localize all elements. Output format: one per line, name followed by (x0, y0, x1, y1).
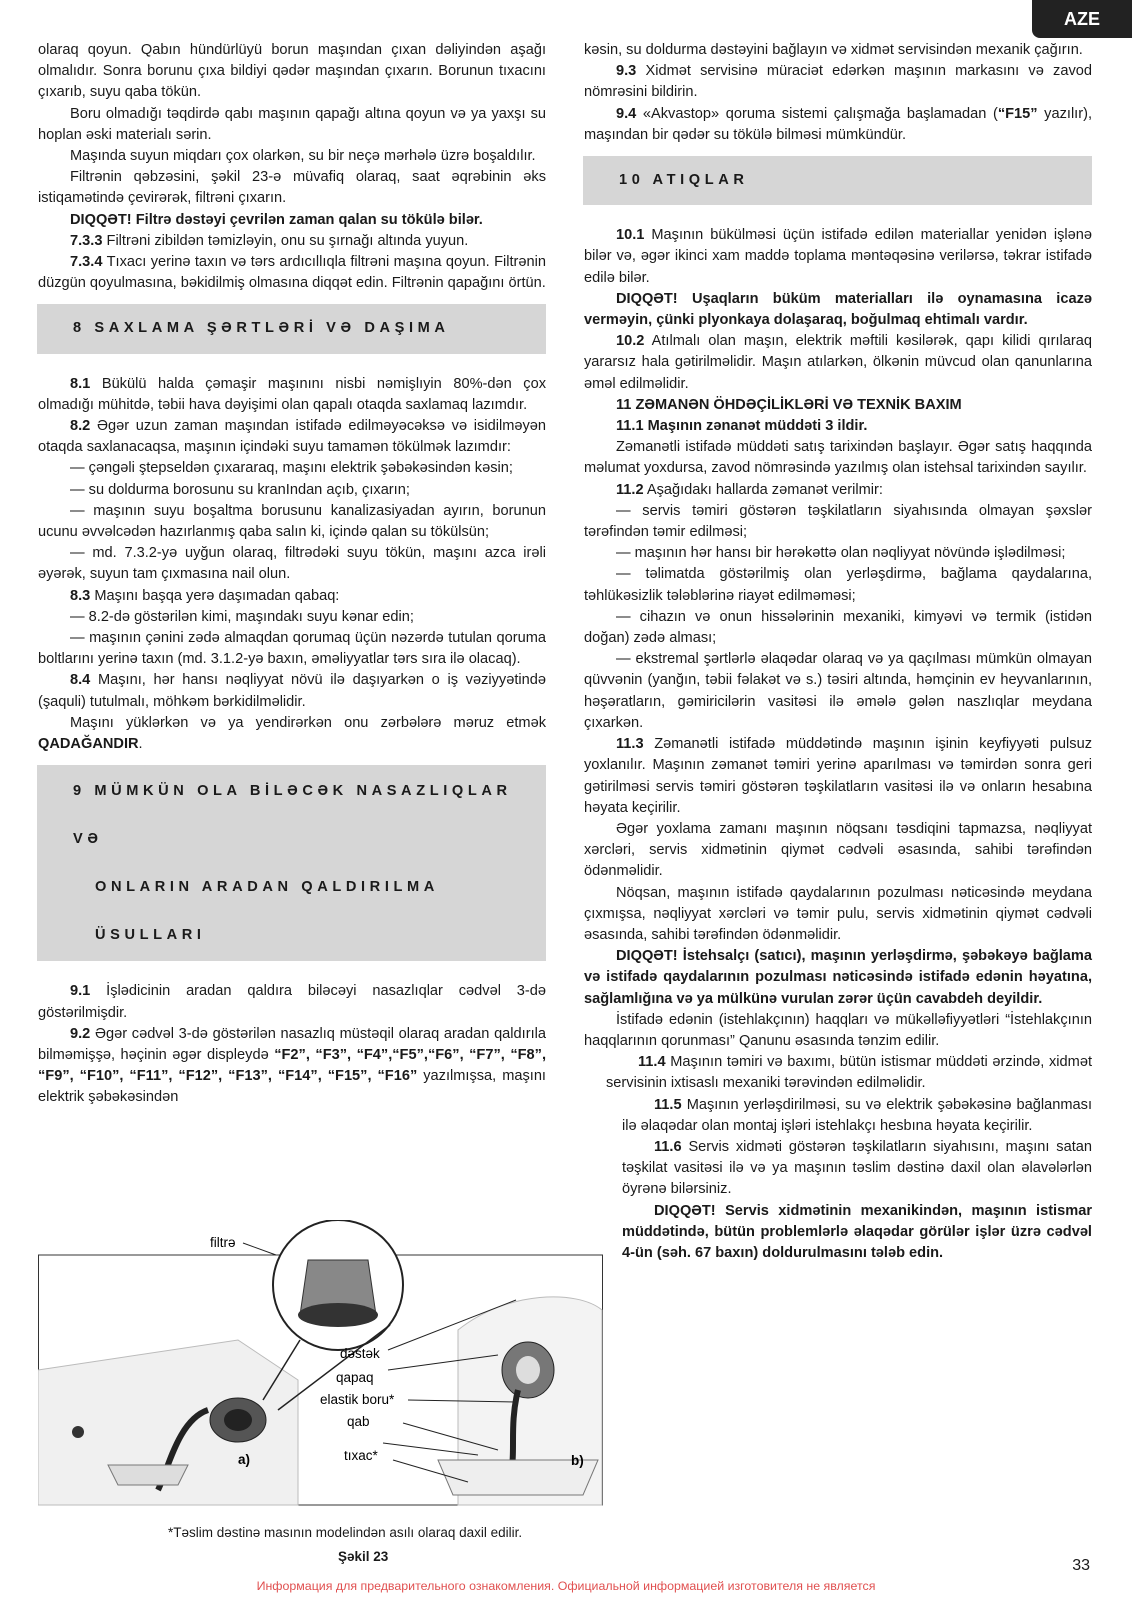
footer-disclaimer: Информация для предварительного ознакомления. Официальной информацией изготовителя не является (256, 1579, 876, 1593)
paragraph-text: İşlədicinin aradan qaldıra biləcəyi nasazlıqlar cədvəl 3-də göstərilmişdir. (38, 983, 546, 1021)
paragraph (584, 1052, 1092, 1094)
heading-line: ONLARIN ARADAN QALDIRILMA ÜSULLARI (95, 879, 439, 944)
paragraph: Filtrənin qəbzəsini, şəkil 23-ə müvafiq olaraq, saat əqrəbinin əks istiqamətində çevirərək, filtrəni çıxarın. (38, 169, 546, 207)
list-item: — cihazın və onun hissələrinin mexaniki, kimyəvi və termik (istidən doğan) zədə alması; (584, 608, 1092, 647)
plug-a (72, 1426, 84, 1438)
paragraph-text: Maşını, hər hansı nəqliyyat növü ilə daşıyarkən o iş vəziyyətində (şaquli) tutulmalı, möhkəm bərkidilməlidir. (38, 672, 546, 710)
paragraph-text: Maşının bükülməsi üçün istifadə edilən materiallar yenidən işlənə bilər və, əgər ikinci xam maddə toplama məntəqəsinə verilərsə, təkrar istifadə edilə bilər. (584, 227, 1092, 286)
section-heading-8: 8 SAXLAMA ŞƏRTLƏRİ VƏ DAŞIMA (37, 304, 546, 353)
paragraph (584, 104, 1092, 146)
paragraph-text: Maşını yüklərkən və ya yendirərkən onu zərbələrə məruz etmək (70, 714, 546, 731)
label-hose: elastik boru* (320, 1392, 395, 1407)
leader-line (243, 1243, 276, 1255)
paragraph: Maşında suyun miqdarı çox olarkən, su bir neçə mərhələ üzrə boşaldılır. (70, 148, 536, 165)
section-number: 8.1 (70, 375, 91, 392)
warning-text: DIQQƏT! Servis xidmətinin mexanikindən, maşının istismar müddətində, bütün problemlərlə əlaqədar görülər işlər üzrə cədvəl 4-ün (səh. 67 baxın) doldurulmasını tələb edin. (622, 1202, 1092, 1261)
warning-text: DIQQƏT! Uşaqların büküm materialları ilə oynamasına icazə verməyin, çünki plyonkaya dolaşaraq, boğulmaq ehtimalı vardır. (584, 290, 1092, 329)
paragraph-text: yazılır), maşından bir qədər su tökülə bilməsi mümkündür. (584, 105, 1093, 143)
label-plug: tıxac* (344, 1448, 378, 1463)
section-number: 9.1 (70, 983, 91, 1000)
heading-line: 9 MÜMKÜN OLA BİLƏCƏK NASAZLIQLAR VƏ (73, 783, 512, 848)
section-heading-9 (37, 765, 546, 961)
paragraph-text: Bükülü halda çəmaşir maşınını nisbi nəmişlıyin 80%-dən çox olmadığı mühitdə, təbii hava dəyişimi olan qapalı otaqda saxlamaq lazımdır. (38, 375, 546, 413)
paragraph (584, 1095, 1092, 1137)
paragraph-text: Filtrəni zibildən təmizləyin, onu su şırnağı altında yuyun. (102, 232, 469, 249)
section-number: 9.4 (616, 105, 637, 122)
warning-text: DIQQƏT! Filtrə dəstəyi çevrilən zaman qalan su tökülə bilər. (70, 211, 483, 228)
figure-23 (38, 1220, 614, 1506)
label-cover: qapaq (336, 1370, 374, 1385)
paragraph (38, 231, 546, 252)
warning-text: DIQQƏT! İstehsalçı (satıcı), maşının yerləşdirmə, şəbəkəyə bağlama və istifadə qaydalarının pozulması nəticəsində istifadə edənin həyatına, sağlamlığına və ya mülkünə vurulan zərər üçün cavabdeh deyildir. (584, 948, 1092, 1007)
paragraph (38, 252, 546, 294)
label-b: b) (571, 1453, 584, 1468)
prohibited-word: QADAĞANDIR (38, 736, 139, 753)
section-number: 8.3 (70, 587, 91, 604)
paragraph-text: Əgər cədvəl 3-də göstərilən nasazlıq müstəqil olaraq aradan qaldırıla bilməmişşə, həçinin əgər displeydə (38, 1025, 546, 1063)
error-codes: “F2”, “F3”, “F4”,“F5”,“F6”, “F7”, “F8”, “F9”, “F10”, “F11”, “F12”, “F13”, “F14”, “F15”, “F16” (38, 1046, 546, 1085)
paragraph-text: «Akvastop» qoruma sistemi çalışmağa başlamadan ( (636, 105, 998, 122)
section-number: 9.3 (616, 63, 637, 80)
section-heading-10: 10 ATIQLAR (583, 156, 1092, 205)
filter-core-b (516, 1356, 540, 1384)
paragraph: kəsin, su doldurma dəstəyini bağlayın və xidmət servisindən mexanik çağırın. (584, 42, 1083, 58)
paragraph-text: Maşını başqa yerə daşımadan qabaq: (90, 587, 340, 604)
left-column (38, 40, 546, 1109)
paragraph (38, 416, 546, 458)
paragraph-text: Tıxacı yerinə taxın və tərs ardıcıllıqla filtrəni maşına qoyun. Filtrənin düzgün qoyulmasına, bəkidilmiş olmasına diqqət edin. Filtrənin qapağını örtün. (38, 254, 546, 292)
section-number: 11.5 (654, 1096, 682, 1113)
section-number: 7.3.3 (70, 232, 103, 249)
paragraph (38, 670, 546, 712)
section-number: 11.2 (616, 481, 644, 498)
section-number: 8.4 (70, 672, 91, 689)
paragraph: Nöqsan, maşının istifadə qaydalarının pozulması nəticəsində meydana çıxmışsa, nəqliyyat xərcləri və təmir pulu, servis xidmətinin qiymət cədvəli əsasında, sahibi tərəfindən ödənməlidir. (584, 884, 1092, 943)
paragraph (584, 331, 1092, 395)
paragraph (38, 586, 546, 607)
page-number: 33 (1072, 1557, 1090, 1574)
paragraph (38, 1024, 546, 1109)
list-item: — md. 7.3.2-yə uyğun olaraq, filtrədəki suyu tökün, maşını azca irəli əyərək, suyun tam çıxmasına nail olun. (38, 545, 546, 583)
section-number: 9.2 (70, 1025, 91, 1042)
figure-caption-title: Şəkil 23 (338, 1549, 389, 1564)
paragraph: Maşını yüklərkən və ya yendirərkən onu zərbələrə məruz etmək QADAĞANDIR. (38, 714, 546, 753)
paragraph-text: Xidmət servisinə müraciət edərkən maşının markasını və zavod nömrəsini bildirin. (584, 63, 1092, 101)
language-tab: AZE (1032, 0, 1132, 38)
list-item: — servis təmiri göstərən təşkilatların siyahısında olmayan şəxslər tərəfindən təmir edilməsi; (584, 502, 1092, 541)
tray-a (108, 1465, 188, 1485)
section-number: 10.1 (616, 227, 645, 244)
paragraph-text: Əgər uzun zaman maşından istifadə edilməyəcəksə və isidilməyən otaqda saxlanacaqsa, maşının içindəki suyu tamamən tökülmək lazımdır: (38, 418, 546, 456)
paragraph: olaraq qoyun. Qabın hündürlüyü borun maşından çıxan dəliyindən aşağı olmalıdır. Sonra borunu çıxa bildiyi qədər maşından çıxarın. Borunun tıxacını çıxarıb, suyu qaba tökün. (38, 42, 546, 101)
warranty-period: 11.1 Maşının zənanət müddəti 3 ildir. (616, 418, 868, 435)
list-item: — ekstremal şərtlərlə əlaqədar olaraq və ya qaçılması mümkün olmayan qüvvənin (yanğın, təbii fəlakət və s.) təsiri altında, həmçinin ev heyvanlarının, həşəratların, gəmiricilərin vasitəsi ilə əmələ gələn naszlıqlar meydana çıxarkən. (584, 651, 1092, 731)
paragraph (38, 374, 546, 416)
paragraph-text: Maşının yerləşdirilməsi, su və elektrik şəbəkəsinə bağlanması ilə əlaqədar olan montaj işləri istehlakçı hesbına həyata keçirilir. (622, 1096, 1092, 1134)
paragraph-text: Atılmalı olan maşın, elektrik məftili kəsilərək, qapı kilidi qırılaraq yararsız hala gətirilməlidir. Maşın atılarkən, ölkənin müvcud olan qanunlarına əməl edilməlidir. (584, 333, 1092, 392)
label-a: a) (238, 1452, 251, 1467)
paragraph-text: Aşağıdakı hallarda zəmanət verilmir: (643, 481, 883, 498)
paragraph (584, 1137, 1092, 1201)
paragraph (584, 480, 1092, 501)
paragraph (584, 61, 1092, 103)
section-heading-11: 11 ZƏMANƏN ÖHDƏÇİLİKLƏRİ VƏ TEXNİK BAXIM (616, 396, 962, 413)
list-item: — çəngəli ştepseldən çıxararaq, maşını elektrik şəbəkəsindən kəsin; (70, 460, 513, 477)
paragraph (584, 734, 1092, 819)
section-number: 10.2 (616, 333, 645, 350)
paragraph-text: yazılmışsa, maşını elektrik şəbəkəsindən (38, 1068, 546, 1106)
section-number: 11.6 (654, 1138, 682, 1155)
section-number: 11.4 (638, 1054, 666, 1071)
label-filter: filtrə (210, 1235, 236, 1250)
list-item: — təlimatda göstərilmiş olan yerləşdirmə, bağlama qaydalarına, təhlükəsizlik tələblərinə riayət edilməməsi; (584, 566, 1092, 604)
list-item: — maşının suyu boşaltma borusunu kanalizasiyadan ayırın, borunun ucunu əvvəlcədən hazırlanmış qaba salın ki, içində qalan su tökülsün; (38, 502, 546, 541)
right-column (584, 40, 1092, 1264)
section-number: 11.3 (616, 736, 644, 753)
filter-core-a (224, 1409, 252, 1431)
paragraph-text: Maşının təmiri və baxımı, bütün istismar müddəti ərzində, xidmət servisinin ixtisaslı mexaniki tərəvindən edilməlidir. (606, 1054, 1092, 1092)
paragraph-text: Zəmanətli istifadə müddətində maşının işinin keyfiyyəti pulsuz yoxlanılır. Maşının zəmanət təmiri yerinə aparılması və təmirdən sonra geri gətirilməsi servis təmiri göstərən təşkilatların vasitəsi ilə və onların hesabına həyata keçirilir. (584, 736, 1092, 816)
list-item: — maşının hər hansı bir hərəkəttə olan nəqliyyat növündə işlədilməsi; (616, 545, 1066, 562)
section-number: 8.2 (70, 418, 91, 435)
paragraph: Boru olmadığı təqdirdə qabı maşının qapağı altına qoyun və ya yaxşı su hoplan əski materialı sərin. (38, 105, 546, 143)
list-item: — maşının çənini zədə almaqdan qorumaq üçün nəzərdə tutulan qoruma boltlarını yerinə taxın (md. 3.1.2-yə baxın, əməliyyatlar tərs sıra ilə olacaq). (38, 630, 546, 668)
paragraph: Əgər yoxlama zamanı maşının nöqsanı təsdiqini tapmazsa, nəqliyyat xərcləri, servis xidmətinin qiymət cədvəli əsasında, sahibi tərəfindən ödənməlidir. (584, 820, 1092, 880)
filter-illustration (38, 1220, 614, 1506)
label-handle: dəstək (340, 1346, 380, 1361)
list-item: — su doldurma borosunu su kranIndan açıb, çıxarın; (70, 481, 410, 498)
filter-cap-zoom (298, 1303, 378, 1327)
figure-caption-note: *Təslim dəstinə masının modelindən asılı olaraq daxil edilir. (168, 1525, 523, 1540)
paragraph: Zəmanətli istifadə müddəti satış tarixindən başlayır. Əgər satış haqqında məlumat yoxdursa, zavod nömrəsində yazılmış olan istehsal tarixindən sayılır. (584, 439, 1092, 477)
error-code: “F15” (997, 105, 1038, 122)
paragraph (38, 981, 546, 1023)
section-number: 7.3.4 (70, 254, 103, 271)
label-tray: qab (347, 1414, 370, 1429)
paragraph-text: Servis xidməti göstərən təşkilatların siyahısını, maşını satan təşkilat vasitəsi ilə və ya maşının təslim dəstinə daxil olan əlavələrlən öyrənə bilərsiniz. (622, 1138, 1092, 1198)
paragraph: İstifadə edənin (istehlakçının) haqqları və mükəlləfiyyətləri “İstehlakçının haqqlarının qorunması” Qanunu əsasında tənzim edilir. (584, 1011, 1092, 1049)
list-item: — 8.2-də göstərilən kimi, maşındakı suyu kənar edin; (70, 608, 414, 625)
paragraph (584, 225, 1092, 289)
